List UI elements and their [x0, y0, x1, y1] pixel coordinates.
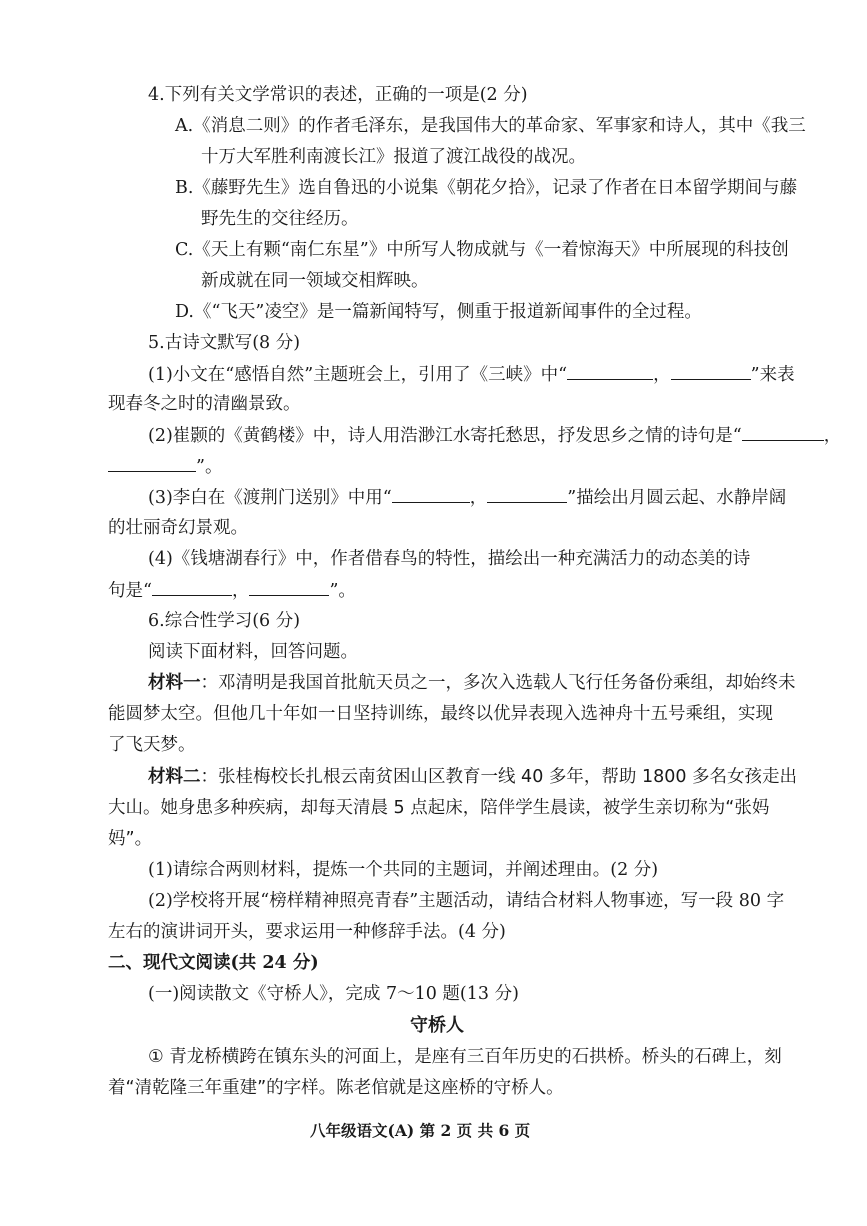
separator: ，	[653, 365, 671, 385]
q5-item3-text: (3)李白在《渡荆门送别》中用“	[148, 488, 392, 508]
q5-item3-tail: ”描绘出月圆云起、水静岸阔	[567, 488, 787, 508]
q6-material2-line3: 妈”。	[108, 829, 153, 849]
q6-material1-line1	[148, 672, 796, 694]
q5-item1-line1	[148, 363, 795, 386]
answer-blank[interactable]	[392, 486, 470, 503]
q5-item3-line2: 的壮丽奇幻景观。	[108, 518, 248, 538]
q4-option-b-line1: B.《藤野先生》选自鲁迅的小说集《朝花夕拾》，记录了作者在日本留学期间与藤	[175, 178, 798, 198]
material2-label: 材料二	[148, 767, 201, 787]
q4-stem: 4.下列有关文学常识的表述，正确的一项是(2 分)	[148, 85, 528, 105]
q6-stem: 6.综合性学习(6 分)	[148, 611, 301, 631]
q5-item2-line2	[108, 455, 222, 478]
q5-item4-tail: ”。	[329, 581, 356, 601]
section-heading: 二、现代文阅读(共 24 分)	[108, 953, 319, 973]
separator: ，	[823, 426, 842, 446]
material1-text: ：邓清明是我国首批航天员之一，多次入选载人飞行任务备份乘组，却始终未	[200, 673, 796, 693]
q4-option-b-line2: 野先生的交往经历。	[201, 209, 359, 229]
material2-text: ：张桂梅校长扎根云南贫困山区教育一线 40 多年，帮助 1800 多名女孩走出	[200, 767, 798, 787]
answer-blank[interactable]	[152, 579, 232, 596]
q5-item2-tail: ”。	[196, 457, 223, 477]
q6-intro: 阅读下面材料，回答问题。	[148, 642, 358, 662]
q5-item4-line2	[108, 579, 356, 602]
separator: ，	[231, 581, 250, 601]
q5-item4-text: 句是“	[108, 581, 152, 601]
q5-item2-line1	[148, 424, 841, 447]
article-para1-line1: ① 青龙桥横跨在镇东头的河面上，是座有三百年历史的石拱桥。桥头的石碑上，刻	[148, 1047, 782, 1067]
q6-material2-line2: 大山。她身患多种疾病，却每天清晨 5 点起床，陪伴学生晨读，被学生亲切称为“张妈	[108, 798, 770, 818]
q5-item3-line1	[148, 486, 786, 509]
q5-item1-line2: 现春冬之时的清幽景致。	[108, 394, 301, 414]
q6-material2-line1	[148, 766, 797, 788]
q5-item1-text: (1)小文在“感悟自然”主题班会上，引用了《三峡》中“	[148, 365, 568, 385]
q4-option-c-line2: 新成就在同一领域交相辉映。	[201, 271, 429, 291]
q5-item4-line1: (4)《钱塘湖春行》中，作者借春鸟的特性，描绘出一种充满活力的动态美的诗	[148, 549, 751, 569]
q4-option-a-line1: A.《消息二则》的作者毛泽东，是我国伟大的革命家、军事家和诗人，其中《我三	[175, 116, 806, 136]
q6-subquestion1: (1)请综合两则材料，提炼一个共同的主题词，并阐述理由。(2 分)	[148, 860, 659, 880]
q4-option-d: D.《“飞天”凌空》是一篇新闻特写，侧重于报道新闻事件的全过程。	[175, 302, 702, 322]
q6-material1-line3: 了飞天梦。	[108, 735, 196, 755]
q4-option-a-line2: 十万大军胜利南渡长江》报道了渡江战役的战况。	[201, 147, 586, 167]
article-title: 守桥人	[410, 1015, 464, 1036]
q6-subquestion2-line2: 左右的演讲词开头，要求运用一种修辞手法。(4 分)	[108, 922, 506, 942]
q4-option-c-line1: C.《天上有颗“南仁东星”》中所写人物成就与《一着惊海天》中所展现的科技创	[175, 240, 789, 260]
article-para1-line2: 着“清乾隆三年重建”的字样。陈老倌就是这座桥的守桥人。	[108, 1078, 564, 1098]
answer-blank[interactable]	[671, 363, 751, 380]
answer-blank[interactable]	[487, 486, 567, 503]
q6-subquestion2-line1: (2)学校将开展“榜样精神照亮青春”主题活动，请结合材料人物事迹，写一段 80 字	[148, 891, 785, 911]
answer-blank[interactable]	[742, 424, 824, 441]
q5-item1-tail: ”来表	[750, 365, 795, 385]
q6-material1-line2: 能圆梦太空。但他几十年如一日坚持训练，最终以优异表现入选神舟十五号乘组，实现	[108, 704, 773, 724]
page-footer: 八年级语文(A) 第 2 页 共 6 页	[310, 1121, 531, 1140]
material1-label: 材料一	[148, 673, 201, 693]
answer-blank[interactable]	[249, 579, 329, 596]
answer-blank[interactable]	[567, 363, 653, 380]
answer-blank[interactable]	[108, 455, 196, 472]
separator: ，	[469, 488, 488, 508]
q5-stem: 5.古诗文默写(8 分)	[148, 333, 301, 353]
section-subheading: (一)阅读散文《守桥人》，完成 7～10 题(13 分)	[148, 984, 519, 1004]
q5-item2-text: (2)崔颢的《黄鹤楼》中，诗人用浩渺江水寄托愁思，抒发思乡之情的诗句是“	[148, 426, 742, 446]
